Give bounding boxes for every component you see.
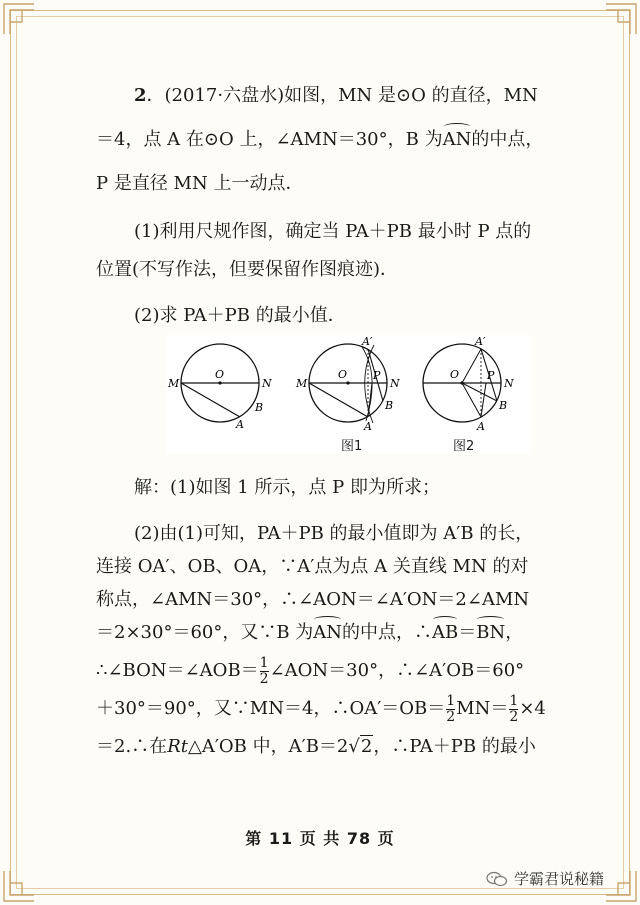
sqrt-value: 2 bbox=[360, 736, 373, 757]
solution-part-1: 解：(1)如图 1 所示，点 P 即为所求； bbox=[134, 477, 440, 498]
fraction-half: $\frac{1}{2}$ bbox=[509, 692, 519, 725]
label-a-prime: A′ bbox=[475, 335, 486, 348]
solution-line-5: ∴∠BON＝∠AOB＝ $\frac{1}{2}$ ∠AON＝30°，∴∠A′OB＝60° bbox=[96, 654, 525, 687]
geometry-figures bbox=[166, 335, 532, 455]
figure-2-caption: 图2 bbox=[453, 439, 475, 454]
fraction-half: $\frac{1}{2}$ bbox=[259, 654, 269, 687]
label-o: O bbox=[215, 368, 225, 381]
figure-1-caption: 图1 bbox=[341, 439, 363, 454]
question-2: (2)求 PA＋PB 的最小值． bbox=[134, 305, 346, 326]
label-b: B bbox=[499, 399, 508, 412]
question-1-line-1: (1)利用尺规作图，确定当 PA＋PB 最小时 P 点的 bbox=[134, 221, 532, 242]
label-n: N bbox=[390, 377, 400, 390]
label-a: A bbox=[236, 418, 244, 431]
watermark-text: 学霸君说秘籍 bbox=[514, 870, 605, 888]
problem-line-2b: 的中点， bbox=[471, 129, 544, 150]
page-number: 第 11 页 共 78 页 bbox=[245, 829, 395, 848]
problem-number: 2 bbox=[134, 85, 147, 106]
problem-statement: 2．(2017·六盘水)如图，MN 是⊙O 的直径，MN ＝4，点 A 在⊙O 上，∠AMN＝30°，B 为AN的中点， P 是直径 MN 上一动点． (1)利用尺规作图，确定当 PA＋PB 最小时 P 点的 位置(不写作法，但要保留作图痕迹)． (2)求 PA＋PB 的最小值． bbox=[96, 80, 548, 332]
label-a-prime: A′ bbox=[362, 335, 373, 348]
corner-ornament-icon bbox=[604, 869, 638, 903]
arc-an: AN bbox=[313, 617, 342, 649]
label-p: P bbox=[487, 369, 495, 382]
label-n: N bbox=[504, 377, 514, 390]
solution-line-2: 连接 OA′、OB、OA，∵A′点为点 A 关直线 MN 的对 bbox=[96, 556, 529, 577]
label-m: M bbox=[296, 377, 308, 390]
label-p: P bbox=[373, 369, 381, 382]
arc-bn: BN bbox=[476, 617, 505, 649]
wechat-icon bbox=[486, 871, 508, 887]
solution-line-1: (2)由(1)可知，PA＋PB 的最小值即为 A′B 的长， bbox=[134, 523, 534, 544]
solution-line-7: ＝2.∴在Rt△A′OB 中，A′B＝2√2，∴PA＋PB 的最小 bbox=[96, 736, 536, 757]
figure-2 bbox=[423, 335, 514, 433]
corner-ornament-icon bbox=[2, 2, 36, 36]
label-m: M bbox=[168, 377, 180, 390]
label-b: B bbox=[255, 401, 264, 414]
solution-line-4: ＝2×30°＝60°，又∵B 为AN的中点，∴AB＝BN， bbox=[96, 617, 548, 649]
problem-line-2a: ＝4，点 A 在⊙O 上，∠AMN＝30°，B 为 bbox=[96, 129, 443, 150]
watermark bbox=[486, 868, 604, 889]
problem-source: (2017·六盘水) bbox=[164, 85, 285, 106]
label-a: A bbox=[364, 420, 372, 433]
fraction-half: $\frac{1}{2}$ bbox=[446, 692, 456, 725]
problem-line-3: P 是直径 MN 上一动点． bbox=[96, 173, 304, 194]
label-n: N bbox=[262, 377, 272, 390]
label-o: O bbox=[338, 368, 348, 381]
corner-ornament-icon bbox=[604, 2, 638, 36]
arc-ab: AB bbox=[432, 617, 458, 649]
figure-1 bbox=[295, 335, 400, 433]
solution bbox=[96, 472, 548, 763]
figure-original bbox=[167, 344, 272, 431]
question-1-line-2: 位置(不写作法，但要保留作图痕迹)． bbox=[96, 259, 399, 280]
label-a: A bbox=[477, 420, 485, 433]
label-b: B bbox=[385, 399, 394, 412]
corner-ornament-icon bbox=[2, 869, 36, 903]
problem-line-1: 如图，MN 是⊙O 的直径，MN bbox=[284, 85, 538, 106]
label-o: O bbox=[450, 368, 460, 381]
solution-line-3: 称点，∠AMN＝30°，∴∠AON＝∠A′ON＝2∠AMN bbox=[96, 589, 530, 610]
solution-line-6: ＋30°＝90°，又∵MN＝4，∴OA′＝OB＝ $\frac{1}{2}$ MN＝ $\frac{1}{2}$ ×4 bbox=[96, 692, 546, 725]
arc-an: AN bbox=[443, 124, 472, 156]
